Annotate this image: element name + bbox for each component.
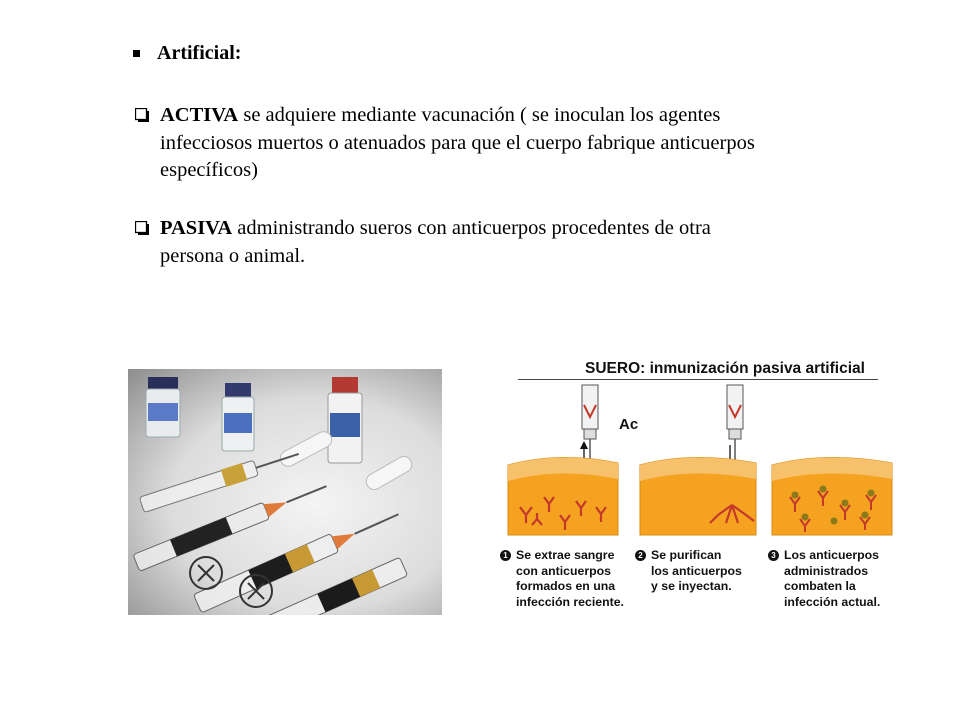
diagram-illustration [500,355,900,545]
activa-term: ACTIVA [160,104,239,126]
step-2-line-2: los anticuerpos [651,563,742,578]
suero-diagram [500,355,900,620]
activa-paragraph [160,102,880,185]
tissue-block-2 [640,457,756,535]
tissue-block-1 [508,457,618,535]
step-1-line-2: con anticuerpos [516,563,611,578]
step-1-caption [500,548,624,610]
pasiva-term: PASIVA [160,217,233,239]
square-bullet-icon [133,50,140,57]
vial-2 [222,383,254,451]
step-2-line-1: Se purifican [651,548,722,562]
step-3-line-3: combaten la [784,579,856,593]
pasiva-line-2: persona o animal. [160,244,306,267]
pasiva-line-1: administrando sueros con anticuerpos procedentes de otra [232,217,711,239]
section-heading [133,42,241,65]
diagram-title: SUERO: inmunización pasiva artificial [585,360,865,377]
step-1-line-4: infección reciente. [516,594,624,609]
step-number-1: 1 [500,550,511,561]
antibody-label: Ac [619,416,639,433]
step-1-line-1: Se extrae sangre [516,548,615,562]
vials-syringes-illustration [128,369,442,615]
needle-cap-2 [363,454,414,493]
step-3-line-4: infección actual. [784,594,881,609]
activa-line-2: infecciosos muertos o atenuados para que el cuerpo fabrique anticuerpos [160,131,755,154]
step-2-caption [635,548,742,595]
step-1-line-3: formados en una [516,579,616,593]
needle-cap-1 [278,429,335,469]
checkbox-bullet-icon [135,221,149,235]
pasiva-paragraph [160,215,880,270]
step-3-line-2: administrados [784,563,869,578]
section-heading-text: Artificial: [157,42,242,64]
step-3-line-1: Los anticuerpos [784,548,879,562]
vial-1 [146,377,180,437]
vaccine-photo [128,369,442,615]
activa-line-3: específicos) [160,159,258,181]
activa-line-1: se adquiere mediante vacunación ( se inoculan los agentes [238,104,721,126]
checkbox-bullet-icon [135,108,149,122]
step-number-3: 3 [768,550,779,561]
step-3-caption [768,548,880,610]
step-2-line-3: y se inyectan. [651,579,732,593]
step-number-2: 2 [635,550,646,561]
plunger-1 [190,557,222,589]
vial-3 [328,377,362,463]
